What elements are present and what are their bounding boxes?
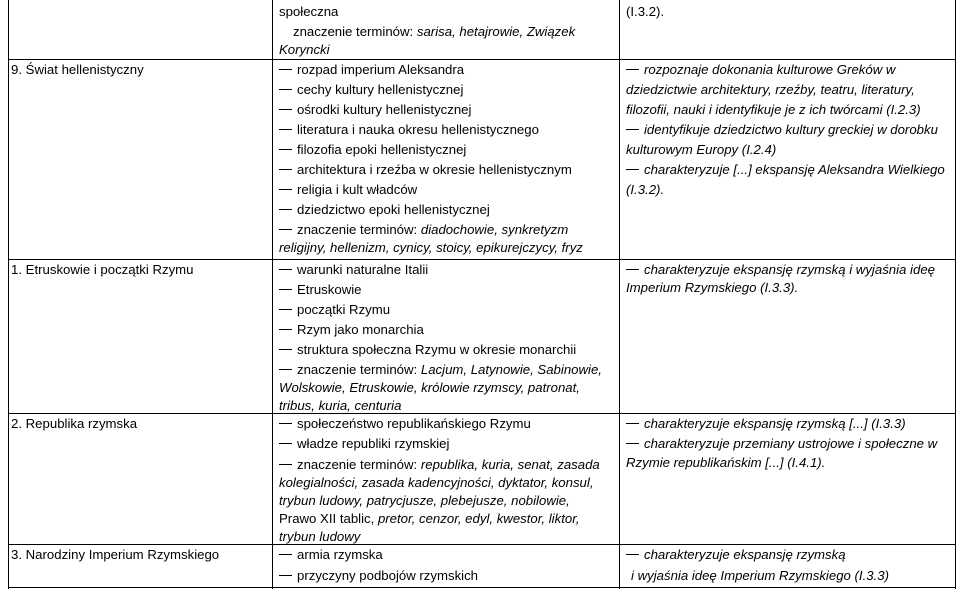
terms-prefix: znaczenie terminów:: [293, 24, 417, 39]
dash-icon: [279, 189, 292, 190]
table-border-left: [8, 0, 9, 589]
column-divider-2: [619, 0, 620, 589]
list-item: rozpad imperium Aleksandra: [279, 60, 464, 79]
dash-icon: [626, 423, 639, 424]
list-item: religia i kult władców: [279, 180, 417, 199]
list-item: architektura i rzeźba w okresie hellenistycznym: [279, 160, 572, 179]
list-item: początki Rzymu: [279, 300, 390, 319]
dash-icon: [279, 309, 292, 310]
list-item: ośrodki kultury hellenistycznej: [279, 100, 471, 119]
dash-icon: [279, 149, 292, 150]
goal-line: Rzymie republikańskim [...] (I.4.1).: [626, 455, 826, 470]
list-item: Etruskowie: [279, 280, 362, 299]
terms-continuation: Prawo XII tablic, pretor, cenzor, edyl, kwestor, liktor,: [279, 511, 580, 526]
list-item: warunki naturalne Italii: [279, 260, 428, 279]
list-item-terms: znaczenie terminów: diadochowie, synkretyzm: [279, 220, 568, 239]
table-border-bottom: [8, 587, 956, 588]
list-item: społeczeństwo republikańskiego Rzymu: [279, 414, 531, 433]
fragment-goal: (I.3.2).: [626, 4, 665, 19]
dash-icon: [279, 443, 292, 444]
dash-icon: [279, 289, 292, 290]
dash-icon: [279, 423, 292, 424]
list-item: dziedzictwo epoki hellenistycznej: [279, 200, 490, 219]
goal-item: identyfikuje dziedzictwo kultury greckiej w dorobku: [626, 120, 938, 139]
terms-italic: sarisa, hetajrowie, Związek: [416, 24, 576, 39]
fragment-terms-cont: Koryncki: [279, 42, 330, 57]
list-item: struktura społeczna Rzymu w okresie monarchii: [279, 340, 576, 359]
goal-item: charakteryzuje ekspansję rzymską: [626, 545, 846, 564]
dash-icon: [279, 554, 292, 555]
terms-continuation: religijny, hellenizm, cynicy, stoicy, epikurejczycy, fryz: [279, 240, 583, 255]
dash-icon: [626, 69, 639, 70]
dash-icon: [279, 269, 292, 270]
dash-icon: [279, 129, 292, 130]
column-divider-1: [272, 0, 273, 589]
dash-icon: [279, 229, 292, 230]
fragment-terms: [293, 22, 575, 41]
terms-continuation: trybun ludowy, patrycjusze, plebejusze, nobilowie,: [279, 493, 570, 508]
fragment-text: społeczna: [279, 4, 339, 19]
terms-continuation: tribus, kuria, centuria: [279, 398, 402, 413]
list-item: Rzym jako monarchia: [279, 320, 424, 339]
dash-icon: [626, 169, 639, 170]
goal-item: charakteryzuje [...] ekspansję Aleksandra Wielkiego: [626, 160, 945, 179]
goal-item: rozpoznaje dokonania kulturowe Greków w: [626, 60, 895, 79]
dash-icon: [279, 209, 292, 210]
topic-title: 3. Narodziny Imperium Rzymskiego: [11, 547, 220, 562]
goal-line: i wyjaśnia ideę Imperium Rzymskiego (I.3.3): [631, 568, 889, 583]
goal-line: (I.3.2).: [626, 182, 665, 197]
topic-title: 1. Etruskowie i początki Rzymu: [11, 262, 194, 277]
dash-icon: [626, 443, 639, 444]
list-item-terms: znaczenie terminów: republika, kuria, senat, zasada: [279, 455, 600, 474]
terms-continuation: trybun ludowy: [279, 529, 361, 544]
list-item: armia rzymska: [279, 545, 383, 564]
topic-title: 2. Republika rzymska: [11, 416, 138, 431]
dash-icon: [279, 349, 292, 350]
dash-icon: [279, 169, 292, 170]
goal-item: charakteryzuje przemiany ustrojowe i społeczne w: [626, 434, 937, 453]
dash-icon: [279, 369, 292, 370]
dash-icon: [626, 554, 639, 555]
dash-icon: [626, 269, 639, 270]
dash-icon: [279, 109, 292, 110]
topic-title: 9. Świat hellenistyczny: [11, 62, 144, 77]
goal-line: Imperium Rzymskiego (I.3.3).: [626, 280, 799, 295]
list-item: cechy kultury hellenistycznej: [279, 80, 463, 99]
dash-icon: [279, 464, 292, 465]
list-item: literatura i nauka okresu hellenistycznego: [279, 120, 539, 139]
goal-line: filozofii, nauki i identyfikuje je z ich twórcami (I.2.3): [626, 102, 921, 117]
goal-item: charakteryzuje ekspansję rzymską [...] (I.3.3): [626, 414, 906, 433]
dash-icon: [279, 329, 292, 330]
terms-continuation: kolegialności, zasada kadencyjności, dyktator, konsul,: [279, 475, 594, 490]
list-item: władze republiki rzymskiej: [279, 434, 449, 453]
goal-line: kulturowym Europy (I.2.4): [626, 142, 777, 157]
dash-icon: [626, 129, 639, 130]
dash-icon: [279, 69, 292, 70]
dash-icon: [279, 89, 292, 90]
list-item-terms: znaczenie terminów: Lacjum, Latynowie, Sabinowie,: [279, 360, 602, 379]
terms-continuation: Wolskowie, Etruskowie, królowie rzymscy, patronat,: [279, 380, 580, 395]
goal-item: charakteryzuje ekspansję rzymską i wyjaśnia ideę: [626, 260, 935, 279]
goal-line: dziedzictwie architektury, rzeźby, teatru, literatury,: [626, 82, 915, 97]
list-item: filozofia epoki hellenistycznej: [279, 140, 466, 159]
list-item: przyczyny podbojów rzymskich: [279, 566, 478, 585]
table-border-right: [955, 0, 956, 589]
dash-icon: [279, 575, 292, 576]
